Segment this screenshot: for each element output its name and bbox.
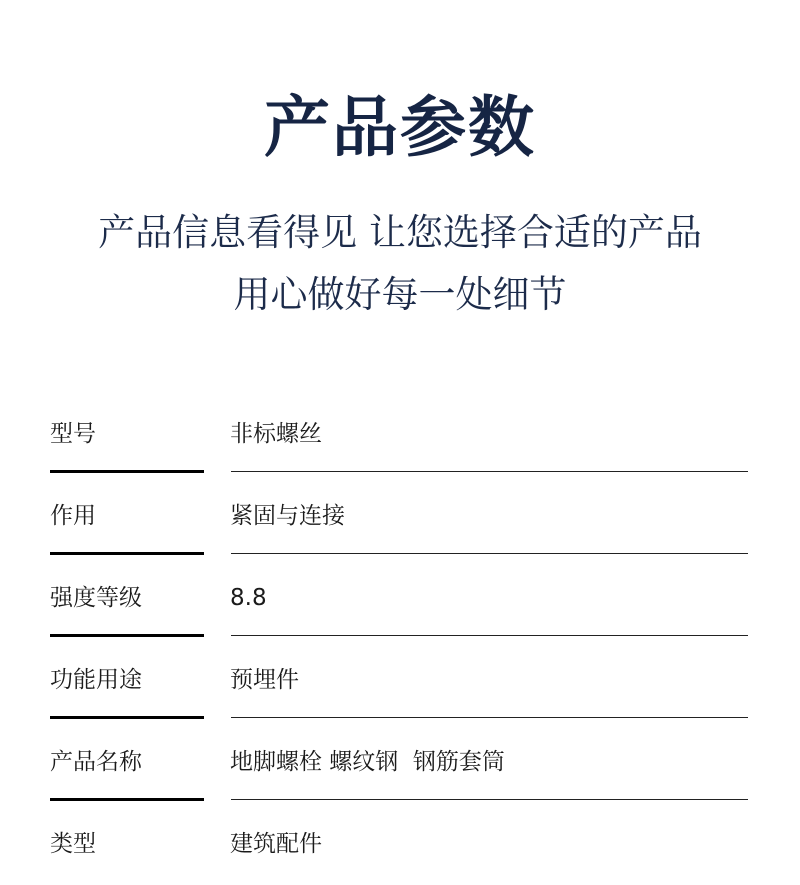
spec-row-type — [0, 803, 800, 885]
spec-value: 建筑配件 — [230, 831, 322, 857]
spec-table — [0, 393, 800, 885]
spec-label: 强度等级 — [50, 585, 142, 611]
spec-value: 紧固与连接 — [230, 503, 345, 529]
subtitle-line-1: 产品信息看得见 让您选择合适的产品 — [98, 211, 702, 254]
spec-label: 类型 — [50, 831, 96, 857]
spec-label: 产品名称 — [50, 749, 142, 775]
label-underline — [50, 634, 204, 637]
spec-value: 非标螺丝 — [230, 421, 322, 447]
label-underline — [50, 798, 204, 801]
label-underline — [50, 470, 204, 473]
value-underline — [231, 717, 748, 718]
page-title: 产品参数 — [264, 89, 536, 166]
label-underline — [50, 716, 204, 719]
spec-label: 功能用途 — [50, 667, 142, 693]
value-underline — [231, 799, 748, 800]
label-underline — [50, 552, 204, 555]
spec-row-model — [0, 393, 800, 475]
spec-label: 作用 — [50, 503, 96, 529]
spec-value: 8.8 — [230, 585, 267, 611]
subtitle-line-2: 用心做好每一处细节 — [233, 273, 567, 316]
spec-row-usage — [0, 639, 800, 721]
value-underline — [231, 471, 748, 472]
value-underline — [231, 553, 748, 554]
spec-row-strength-grade — [0, 557, 800, 639]
spec-row-product-name — [0, 721, 800, 803]
spec-row-function — [0, 475, 800, 557]
spec-value: 地脚螺栓 螺纹钢 钢筋套筒 — [230, 749, 505, 775]
value-underline — [231, 635, 748, 636]
spec-value: 预埋件 — [230, 667, 299, 693]
spec-label: 型号 — [50, 421, 96, 447]
